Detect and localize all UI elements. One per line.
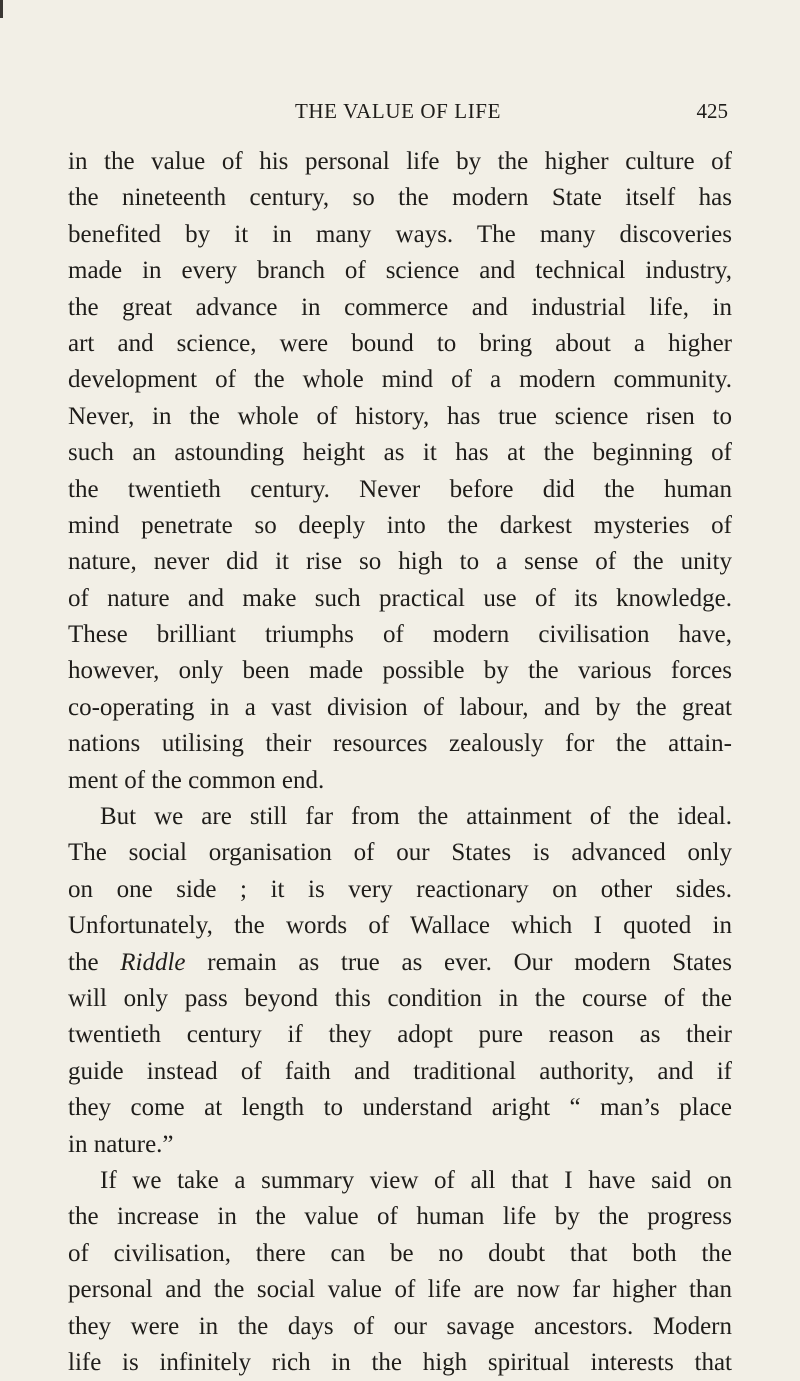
text-line: made in every branch of science and technical industry,	[68, 257, 732, 285]
page-number: 425	[696, 99, 728, 123]
text-line: however, only been made possible by the various forces	[68, 657, 732, 685]
running-head	[68, 99, 728, 127]
running-title: THE VALUE OF LIFE	[294, 99, 501, 123]
text-line: These brilliant triumphs of modern civilisation have,	[68, 621, 732, 649]
text-line: mind penetrate so deeply into the darkest mysteries of	[68, 511, 732, 539]
text-line: in nature.”	[68, 1130, 174, 1158]
text-line: the increase in the value of human life by the progress	[68, 1203, 732, 1231]
text-line-with-title	[68, 945, 732, 981]
text-line: the twentieth century. Never before did the human	[68, 475, 732, 503]
body-text	[68, 144, 732, 1381]
text-line: nations utilising their resources zealously for the attain-	[68, 730, 732, 758]
text-line: twentieth century if they adopt pure reason as their	[68, 1021, 732, 1049]
text-line: If we take a summary view of all that I have said on	[100, 1166, 732, 1194]
text-line: personal and the social value of life are now far higher than	[68, 1276, 732, 1304]
book-title-riddle: Riddle	[120, 948, 186, 976]
text-line: But we are still far from the attainment of the ideal.	[100, 803, 732, 831]
text-line: life is infinitely rich in the high spiritual interests that	[68, 1348, 732, 1376]
text-line: will only pass beyond this condition in the course of the	[68, 984, 732, 1012]
gutter-mark	[0, 0, 3, 18]
text-line: development of the whole mind of a modern community.	[68, 366, 732, 394]
text-line: they come at length to understand aright “ man’s place	[68, 1094, 732, 1122]
text-line: the nineteenth century, so the modern State itself has	[68, 184, 732, 212]
text-line: guide instead of faith and traditional authority, and if	[68, 1057, 732, 1085]
text-fragment: the	[68, 948, 99, 976]
text-line: Unfortunately, the words of Wallace which I quoted in	[68, 912, 732, 940]
text-fragment: remain as true as ever. Our modern States	[207, 948, 733, 976]
text-line: co-operating in a vast division of labour, and by the great	[68, 693, 732, 721]
text-line: of civilisation, there can be no doubt that both the	[68, 1239, 732, 1267]
text-line: Never, in the whole of history, has true science risen to	[68, 402, 732, 430]
text-line: benefited by it in many ways. The many discoveries	[68, 220, 732, 248]
text-line: nature, never did it rise so high to a sense of the unity	[68, 548, 732, 576]
text-line: of nature and make such practical use of its knowledge.	[68, 584, 732, 612]
text-line: the great advance in commerce and industrial life, in	[68, 293, 732, 321]
text-line: The social organisation of our States is advanced only	[68, 839, 732, 867]
text-line: art and science, were bound to bring about a higher	[68, 329, 732, 357]
text-line: they were in the days of our savage ancestors. Modern	[68, 1312, 732, 1340]
text-line: in the value of his personal life by the higher culture of	[68, 148, 732, 175]
text-line: such an astounding height as it has at the beginning of	[68, 439, 732, 467]
text-line: on one side ; it is very reactionary on other sides.	[68, 875, 732, 903]
text-line: ment of the common end.	[68, 766, 325, 794]
